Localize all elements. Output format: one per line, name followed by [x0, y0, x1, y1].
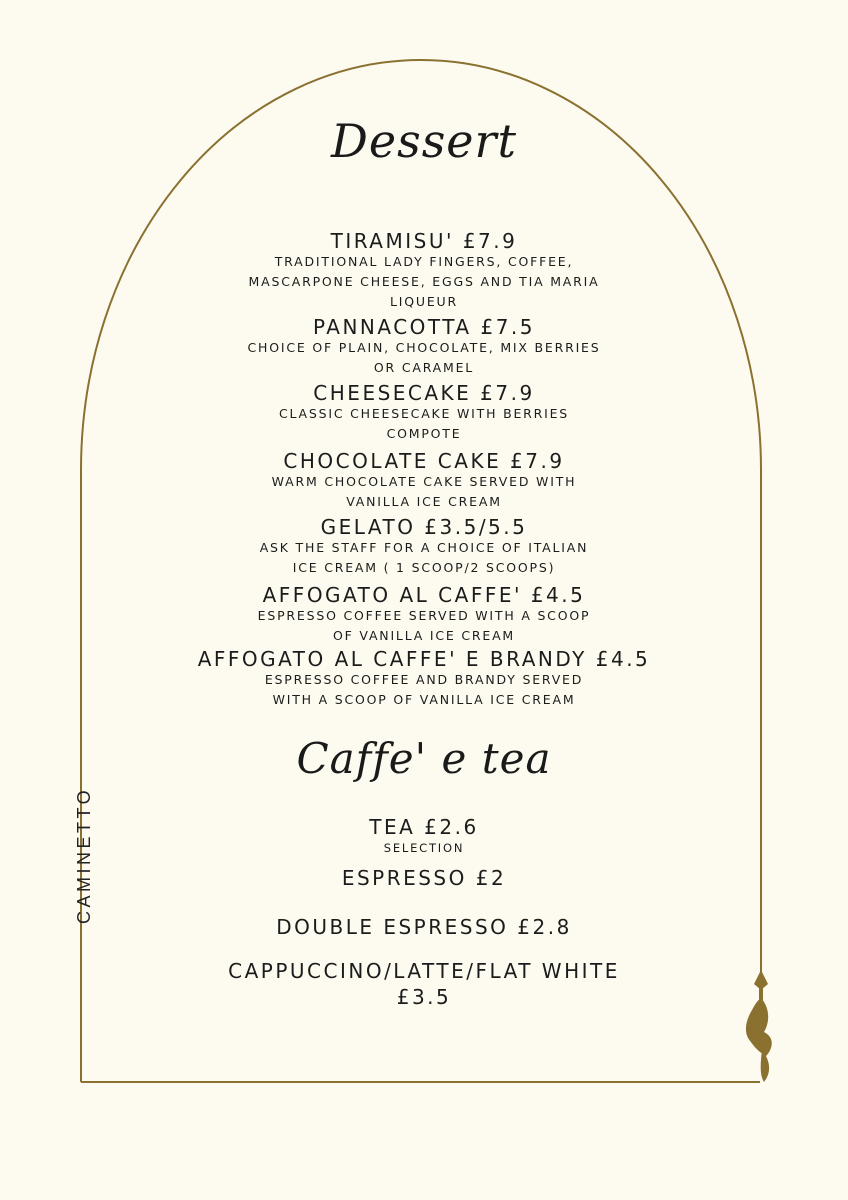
menu-item-name: PANNACOTTA £7.5: [312, 315, 536, 339]
menu-item: [0, 867, 848, 889]
menu-item-name: AFFOGATO AL CAFFE' £4.5: [262, 583, 586, 607]
menu-item-name: GELATO £3.5/5.5: [320, 515, 528, 539]
menu-item: [0, 450, 848, 512]
menu-item-price: £3.5: [396, 985, 452, 1009]
menu-item: [0, 816, 848, 858]
menu-item-desc: CLASSIC CHEESECAKE WITH BERRIES: [278, 406, 570, 421]
menu-item-desc: WITH A SCOOP OF VANILLA ICE CREAM: [272, 692, 576, 707]
menu-item-name: AFFOGATO AL CAFFE' E BRANDY £4.5: [197, 647, 651, 671]
menu-item-name: CHEESECAKE £7.9: [313, 381, 535, 405]
menu-item: [0, 584, 848, 646]
menu-item-desc: ASK THE STAFF FOR A CHOICE OF ITALIAN: [259, 540, 589, 555]
menu-item: [0, 516, 848, 578]
menu-item: [0, 230, 848, 312]
menu-item-desc: TRADITIONAL LADY FINGERS, COFFEE,: [274, 254, 574, 269]
dessert-section-title: Dessert: [330, 114, 517, 168]
menu-item: [0, 648, 848, 710]
menu-item-desc: ICE CREAM ( 1 SCOOP/2 SCOOPS): [292, 560, 556, 575]
menu-item: [0, 382, 848, 444]
menu-item-desc: MASCARPONE CHEESE, EGGS AND TIA MARIA: [248, 274, 600, 289]
menu-item-desc: LIQUEUR: [390, 294, 458, 309]
menu-item-name: ESPRESSO £2: [341, 866, 507, 890]
menu-item-name: TEA £2.6: [369, 815, 479, 839]
menu-item-desc: SELECTION: [383, 841, 465, 855]
menu-item-desc: WARM CHOCOLATE CAKE SERVED WITH: [271, 474, 577, 489]
menu-item-name: DOUBLE ESPRESSO £2.8: [276, 915, 572, 939]
menu-item-name: CAPPUCCINO/LATTE/FLAT WHITE: [228, 959, 620, 983]
menu-item-desc: CHOICE OF PLAIN, CHOCOLATE, MIX BERRIES: [247, 340, 601, 355]
menu-item-desc: VANILLA ICE CREAM: [346, 494, 502, 509]
menu-item: [0, 316, 848, 378]
menu-item-desc: OR CARAMEL: [373, 360, 475, 375]
brand-vertical-text: CAMINETTO: [74, 786, 94, 924]
menu-item-name: CHOCOLATE CAKE £7.9: [283, 449, 565, 473]
menu-item-desc: COMPOTE: [386, 426, 462, 441]
caffe-section-title: Caffe' e tea: [296, 734, 552, 783]
menu-item-desc: ESPRESSO COFFEE AND BRANDY SERVED: [264, 672, 584, 687]
menu-item-name: TIRAMISU' £7.9: [330, 229, 518, 253]
menu-item: [0, 916, 848, 938]
menu-item-desc: ESPRESSO COFFEE SERVED WITH A SCOOP: [257, 608, 591, 623]
menu-item: [0, 958, 848, 1010]
menu-item-desc: OF VANILLA ICE CREAM: [332, 628, 515, 643]
